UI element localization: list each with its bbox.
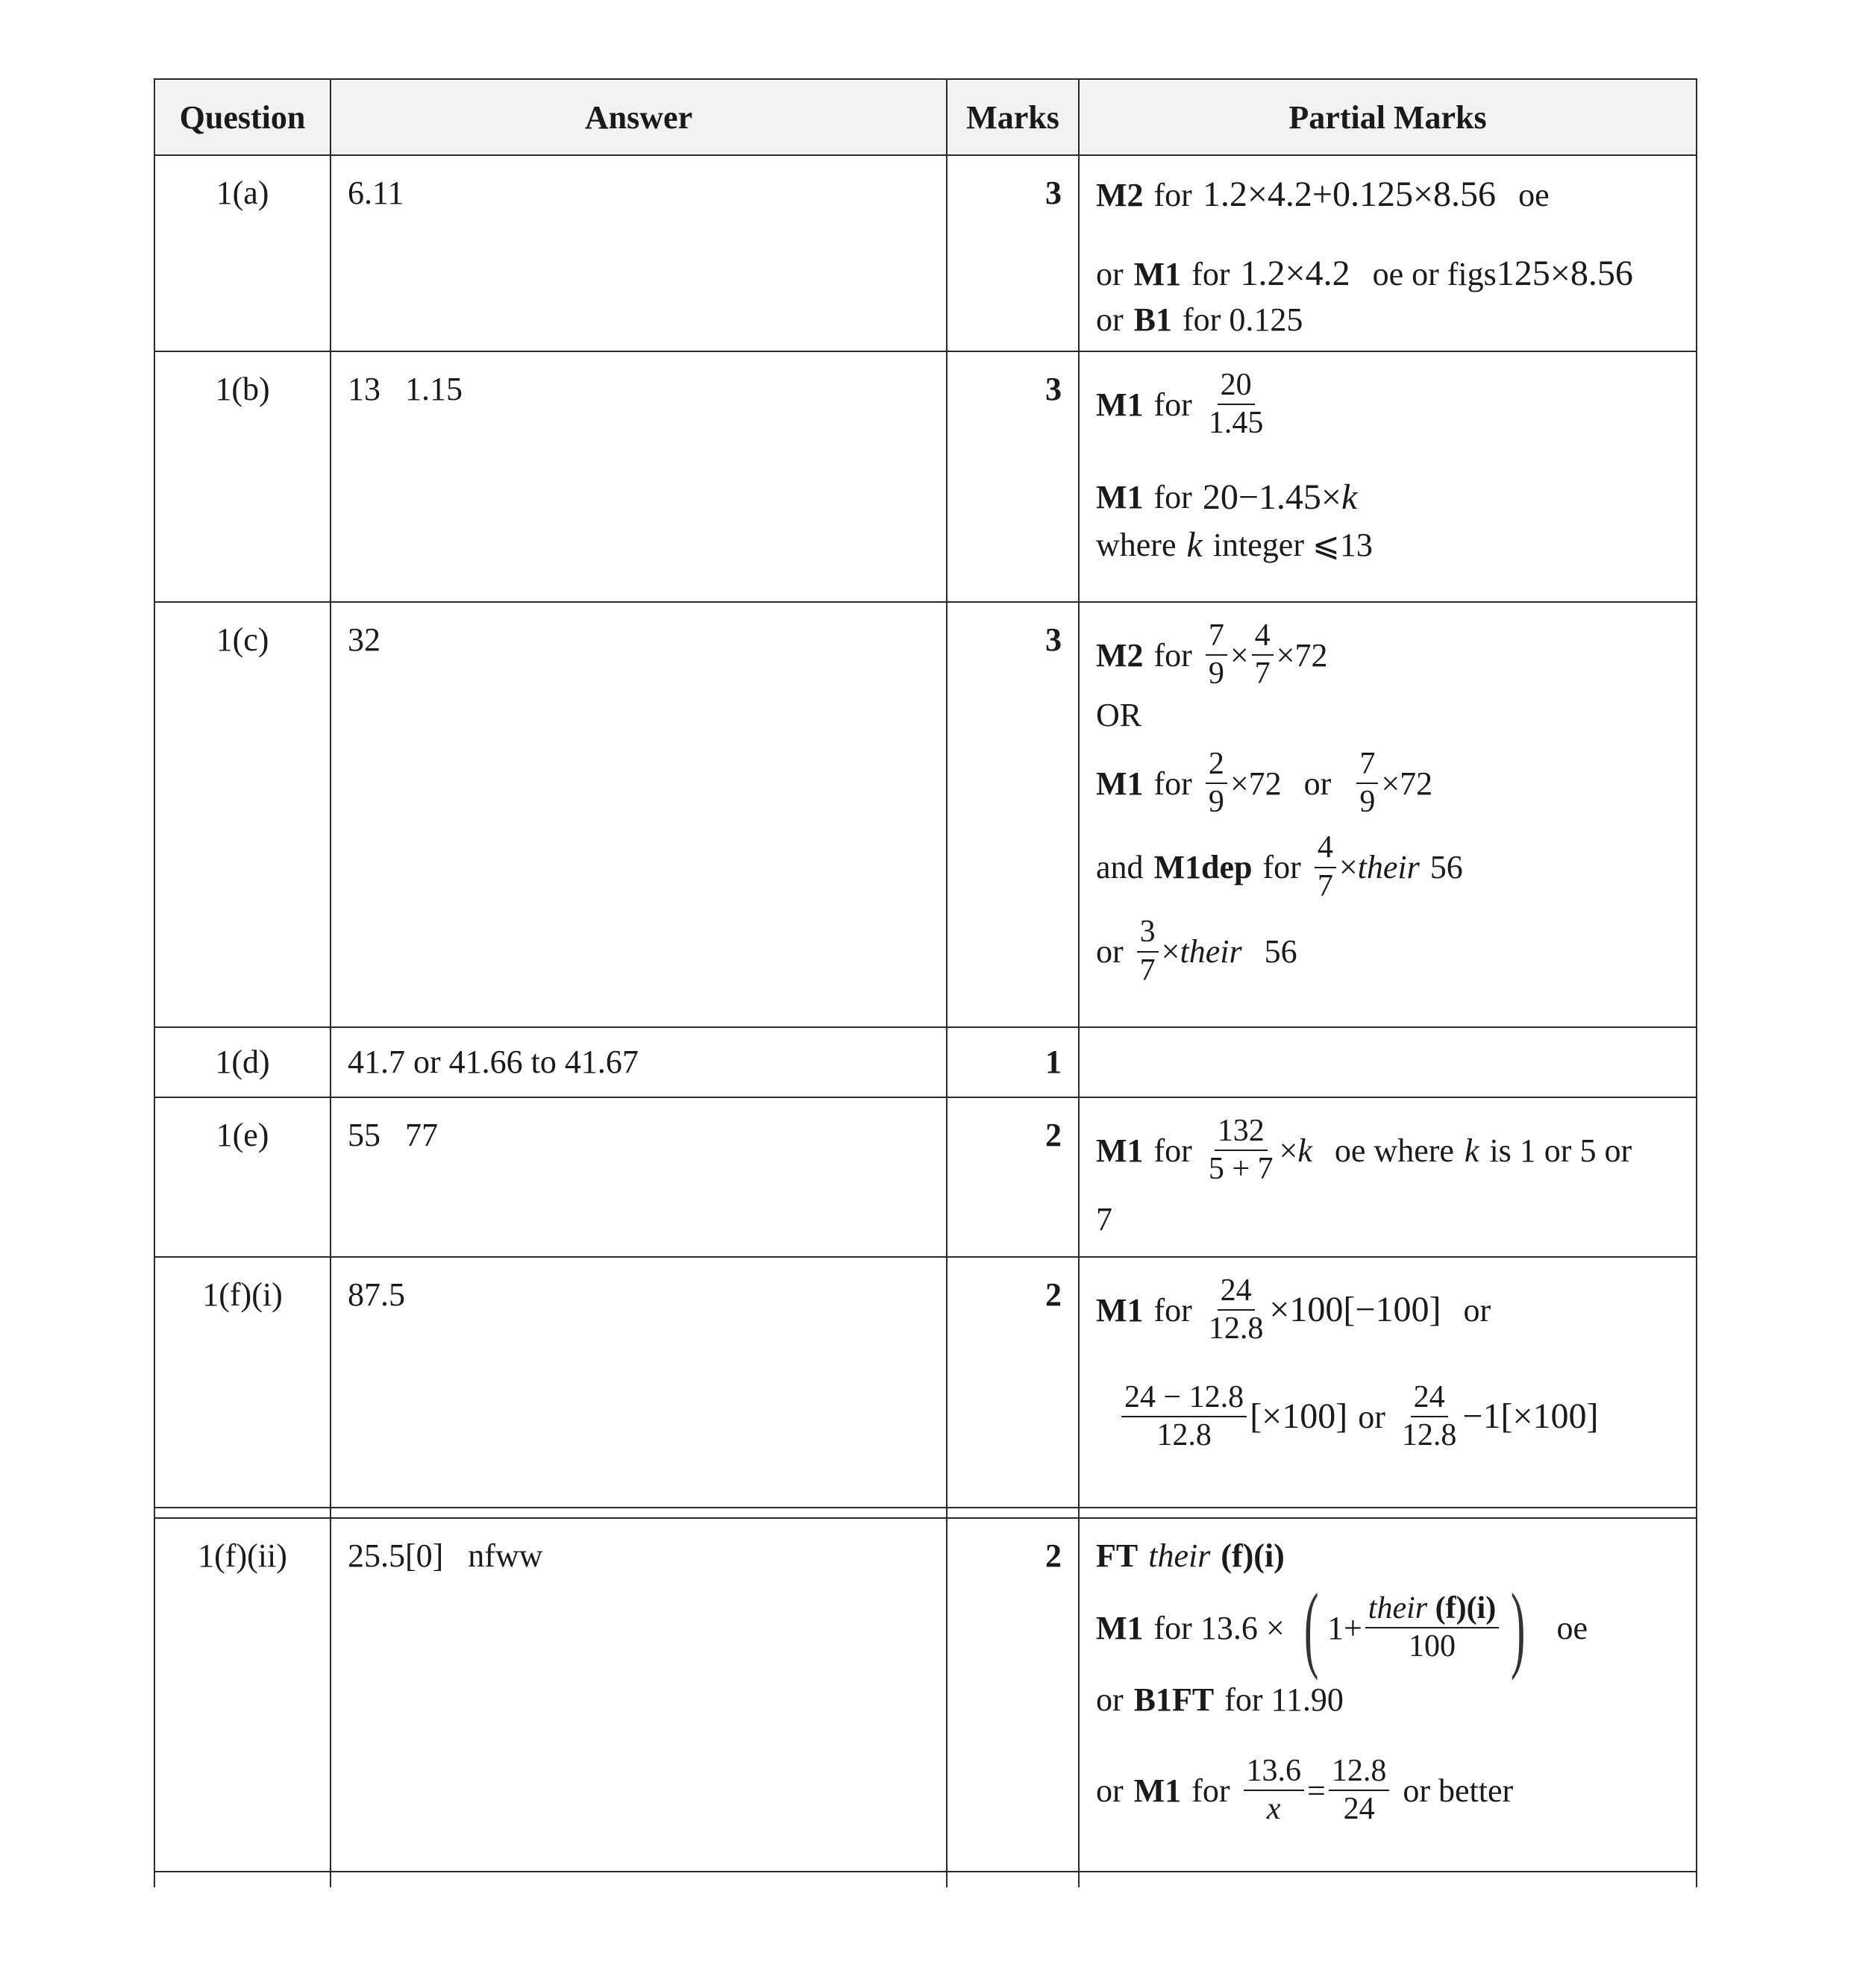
text: or bbox=[1096, 1772, 1124, 1809]
text: for bbox=[1191, 255, 1230, 292]
text: where bbox=[1096, 527, 1177, 564]
numerator: 24 bbox=[1411, 1381, 1448, 1417]
partial-line bbox=[1096, 831, 1685, 903]
expression: ×72 bbox=[1276, 636, 1328, 674]
denominator: 9 bbox=[1359, 785, 1376, 820]
answer-cell: 87.5 bbox=[331, 1257, 947, 1508]
partial-marks-cell bbox=[1079, 351, 1697, 602]
denominator: 5 + 7 bbox=[1208, 1152, 1274, 1187]
numerator: 13.6 bbox=[1244, 1755, 1305, 1791]
mark-code: B1FT bbox=[1133, 1681, 1215, 1718]
part-reference: (f)(i) bbox=[1435, 1590, 1497, 1625]
table-row bbox=[154, 1097, 1697, 1257]
text: or bbox=[1096, 1681, 1124, 1718]
answer-cell: 6.11 bbox=[331, 155, 947, 351]
fraction bbox=[1315, 831, 1336, 903]
separator-cell bbox=[947, 1508, 1079, 1518]
numerator: 7 bbox=[1356, 747, 1378, 784]
text: their bbox=[1180, 933, 1242, 971]
text: their bbox=[1357, 849, 1420, 886]
bracket-expression: [×100] bbox=[1250, 1396, 1348, 1437]
partial-marks-cell bbox=[1079, 1518, 1697, 1872]
partial-line bbox=[1096, 694, 1685, 736]
operator: × bbox=[1338, 849, 1358, 886]
text: oe or figs bbox=[1372, 255, 1497, 292]
stub-cell bbox=[331, 1872, 947, 1887]
text: for bbox=[1153, 765, 1192, 802]
denominator: 7 bbox=[1254, 656, 1271, 692]
text: or bbox=[1096, 933, 1124, 971]
question-cell: 1(a) bbox=[154, 155, 331, 351]
bracket-expression: [−100] bbox=[1343, 1290, 1441, 1330]
left-paren-icon: ( bbox=[1303, 1574, 1319, 1681]
text: or bbox=[1303, 765, 1332, 802]
expression: 125×8.56 bbox=[1496, 254, 1633, 293]
fraction bbox=[1206, 369, 1267, 441]
numerator bbox=[1365, 1592, 1499, 1628]
text: or bbox=[1358, 1398, 1385, 1435]
mark-code: M1 bbox=[1096, 1609, 1144, 1646]
table-row bbox=[154, 602, 1697, 1027]
operator: = bbox=[1307, 1772, 1326, 1809]
mark-code: FT bbox=[1096, 1537, 1139, 1574]
mark-code: M1 bbox=[1096, 1291, 1144, 1329]
text: for bbox=[1153, 636, 1192, 674]
expression: −1 bbox=[1462, 1396, 1501, 1437]
text: oe bbox=[1518, 176, 1550, 213]
separator-cell bbox=[1079, 1508, 1697, 1518]
table-row bbox=[154, 351, 1697, 602]
text: 7 bbox=[1096, 1200, 1112, 1238]
marks-cell: 2 bbox=[947, 1257, 1079, 1508]
denominator: 24 bbox=[1343, 1792, 1375, 1827]
stub-cell bbox=[1079, 1872, 1697, 1887]
partial-marks-cell bbox=[1079, 1257, 1697, 1508]
mark-code: M1 bbox=[1096, 765, 1144, 802]
text: or bbox=[1096, 301, 1124, 338]
numerator: 7 bbox=[1206, 619, 1227, 656]
text: for bbox=[1153, 1291, 1192, 1329]
partial-line bbox=[1096, 1114, 1685, 1187]
fraction bbox=[1329, 1755, 1390, 1827]
expression: ×72 bbox=[1230, 765, 1282, 802]
denominator: 9 bbox=[1208, 785, 1224, 820]
text: or better bbox=[1403, 1772, 1514, 1809]
denominator: x bbox=[1266, 1792, 1281, 1827]
marks-cell: 3 bbox=[947, 351, 1079, 602]
partial-line bbox=[1096, 915, 1685, 988]
answer-cell: 32 bbox=[331, 602, 947, 1027]
question-cell: 1(c) bbox=[154, 602, 331, 1027]
fraction bbox=[1252, 619, 1274, 692]
header-answer: Answer bbox=[331, 79, 947, 155]
partial-line bbox=[1096, 475, 1685, 520]
fraction bbox=[1137, 915, 1159, 988]
table-row bbox=[154, 155, 1697, 351]
fraction bbox=[1399, 1381, 1460, 1453]
expression: ×72 bbox=[1381, 765, 1433, 802]
variable: k bbox=[1464, 1132, 1479, 1169]
table-row bbox=[154, 1518, 1697, 1872]
text: for 11.90 bbox=[1224, 1681, 1344, 1718]
partial-line bbox=[1096, 299, 1685, 340]
numerator: 4 bbox=[1252, 619, 1274, 656]
text: oe bbox=[1556, 1609, 1588, 1646]
separator-cell bbox=[154, 1508, 331, 1518]
answer-cell: 13 1.15 bbox=[331, 351, 947, 602]
numerator: 132 bbox=[1215, 1114, 1268, 1151]
variable: k bbox=[1186, 524, 1203, 565]
fraction bbox=[1206, 747, 1227, 820]
header-partial-marks: Partial Marks bbox=[1079, 79, 1697, 155]
text: for bbox=[1262, 849, 1301, 886]
denominator: 100 bbox=[1409, 1629, 1456, 1664]
marks-cell: 2 bbox=[947, 1097, 1079, 1257]
text: their bbox=[1368, 1590, 1428, 1625]
numerator: 12.8 bbox=[1329, 1755, 1390, 1791]
question-cell: 1(e) bbox=[154, 1097, 331, 1257]
question-cell: 1(f)(ii) bbox=[154, 1518, 331, 1872]
marks-cell: 3 bbox=[947, 602, 1079, 1027]
text: for 0.125 bbox=[1183, 301, 1303, 338]
text: for bbox=[1153, 386, 1192, 423]
numerator: 2 bbox=[1206, 747, 1227, 784]
denominator: 9 bbox=[1208, 656, 1224, 692]
partial-marks-cell bbox=[1079, 1097, 1697, 1257]
operator: × bbox=[1161, 933, 1180, 971]
mark-scheme-table bbox=[154, 78, 1697, 1887]
value: 56 bbox=[1264, 933, 1297, 971]
marks-cell: 1 bbox=[947, 1027, 1079, 1097]
text: their bbox=[1148, 1537, 1211, 1574]
partial-line bbox=[1096, 1574, 1685, 1681]
partial-line bbox=[1096, 1535, 1685, 1576]
expression: 1+ bbox=[1327, 1609, 1362, 1646]
partial-marks-cell bbox=[1079, 155, 1697, 351]
mark-code: M2 bbox=[1096, 176, 1144, 213]
expression: 20−1.45× bbox=[1202, 477, 1341, 517]
row-separator bbox=[154, 1508, 1697, 1518]
numerator: 3 bbox=[1137, 915, 1159, 952]
partial-line bbox=[1096, 747, 1685, 820]
variable: k bbox=[1297, 1132, 1312, 1169]
mark-code: M2 bbox=[1096, 636, 1144, 674]
part-reference: (f)(i) bbox=[1221, 1537, 1285, 1574]
fraction bbox=[1244, 1755, 1305, 1827]
text: for 13.6 × bbox=[1153, 1609, 1285, 1646]
fraction bbox=[1206, 1274, 1267, 1346]
partial-line bbox=[1096, 619, 1685, 692]
partial-marks-cell bbox=[1079, 1027, 1697, 1097]
denominator: 1.45 bbox=[1208, 406, 1264, 441]
text: for bbox=[1191, 1772, 1230, 1809]
mark-code: B1 bbox=[1133, 301, 1173, 338]
partial-line bbox=[1096, 1381, 1685, 1453]
partial-line bbox=[1096, 1274, 1685, 1346]
text: oe where bbox=[1334, 1132, 1454, 1169]
header-marks: Marks bbox=[947, 79, 1079, 155]
stub-cell bbox=[154, 1872, 331, 1887]
denominator: 12.8 bbox=[1156, 1418, 1212, 1453]
answer-cell: 55 77 bbox=[331, 1097, 947, 1257]
text: or bbox=[1463, 1291, 1491, 1329]
operator: × bbox=[1230, 636, 1249, 674]
question-cell: 1(b) bbox=[154, 351, 331, 602]
partial-marks-cell bbox=[1079, 602, 1697, 1027]
partial-line bbox=[1096, 1679, 1685, 1720]
answer-cell: 25.5[0] nfww bbox=[331, 1518, 947, 1872]
fraction bbox=[1356, 747, 1378, 820]
marks-cell: 3 bbox=[947, 155, 1079, 351]
numerator: 20 bbox=[1218, 369, 1255, 405]
numerator: 4 bbox=[1315, 831, 1336, 868]
parenthesised-expression bbox=[1295, 1574, 1535, 1681]
operator: × bbox=[1279, 1132, 1298, 1169]
partial-line bbox=[1096, 1199, 1685, 1240]
table-row bbox=[154, 1257, 1697, 1508]
expression: 1.2×4.2+0.125×8.56 bbox=[1202, 175, 1497, 214]
denominator: 12.8 bbox=[1208, 1311, 1264, 1346]
expression: 1.2×4.2 bbox=[1240, 254, 1350, 293]
table-row bbox=[154, 1027, 1697, 1097]
variable: k bbox=[1341, 477, 1358, 517]
table-row-continuation bbox=[154, 1872, 1697, 1887]
denominator: 12.8 bbox=[1401, 1418, 1457, 1453]
numerator: 24 − 12.8 bbox=[1121, 1381, 1247, 1417]
fraction bbox=[1365, 1592, 1499, 1664]
text: and bbox=[1096, 849, 1144, 886]
header-row bbox=[154, 79, 1697, 155]
numerator: 24 bbox=[1218, 1274, 1255, 1311]
mark-code: M1 bbox=[1096, 386, 1144, 423]
text: for bbox=[1153, 479, 1192, 516]
mark-code: M1 bbox=[1096, 1132, 1144, 1169]
text: integer ⩽13 bbox=[1212, 527, 1373, 564]
partial-line bbox=[1096, 1755, 1685, 1827]
text: OR bbox=[1096, 696, 1142, 733]
mark-code: M1 bbox=[1133, 255, 1182, 292]
marks-cell: 2 bbox=[947, 1518, 1079, 1872]
separator-cell bbox=[331, 1508, 947, 1518]
bracket-expression: [×100] bbox=[1500, 1396, 1599, 1437]
denominator: 7 bbox=[1139, 953, 1156, 988]
denominator: 7 bbox=[1317, 868, 1333, 903]
text: for bbox=[1153, 1132, 1192, 1169]
stub-cell bbox=[947, 1872, 1079, 1887]
question-cell: 1(f)(i) bbox=[154, 1257, 331, 1508]
answer-cell: 41.7 or 41.66 to 41.67 bbox=[331, 1027, 947, 1097]
text: is 1 or 5 or bbox=[1489, 1132, 1632, 1169]
right-paren-icon: ) bbox=[1511, 1574, 1526, 1681]
fraction bbox=[1206, 619, 1227, 692]
expression: ×100 bbox=[1269, 1290, 1344, 1330]
partial-line bbox=[1096, 251, 1685, 296]
partial-line bbox=[1096, 172, 1685, 217]
fraction bbox=[1206, 1114, 1277, 1187]
partial-line bbox=[1096, 369, 1685, 441]
partial-line bbox=[1096, 523, 1685, 568]
text: for bbox=[1153, 176, 1192, 213]
fraction bbox=[1121, 1381, 1247, 1453]
text: or bbox=[1096, 255, 1124, 292]
mark-code: M1dep bbox=[1153, 849, 1253, 886]
mark-code: M1 bbox=[1096, 479, 1144, 516]
mark-code: M1 bbox=[1133, 1772, 1182, 1809]
value: 56 bbox=[1429, 849, 1463, 886]
mark-scheme-sheet bbox=[154, 78, 1696, 1887]
header-question: Question bbox=[154, 79, 331, 155]
question-cell: 1(d) bbox=[154, 1027, 331, 1097]
